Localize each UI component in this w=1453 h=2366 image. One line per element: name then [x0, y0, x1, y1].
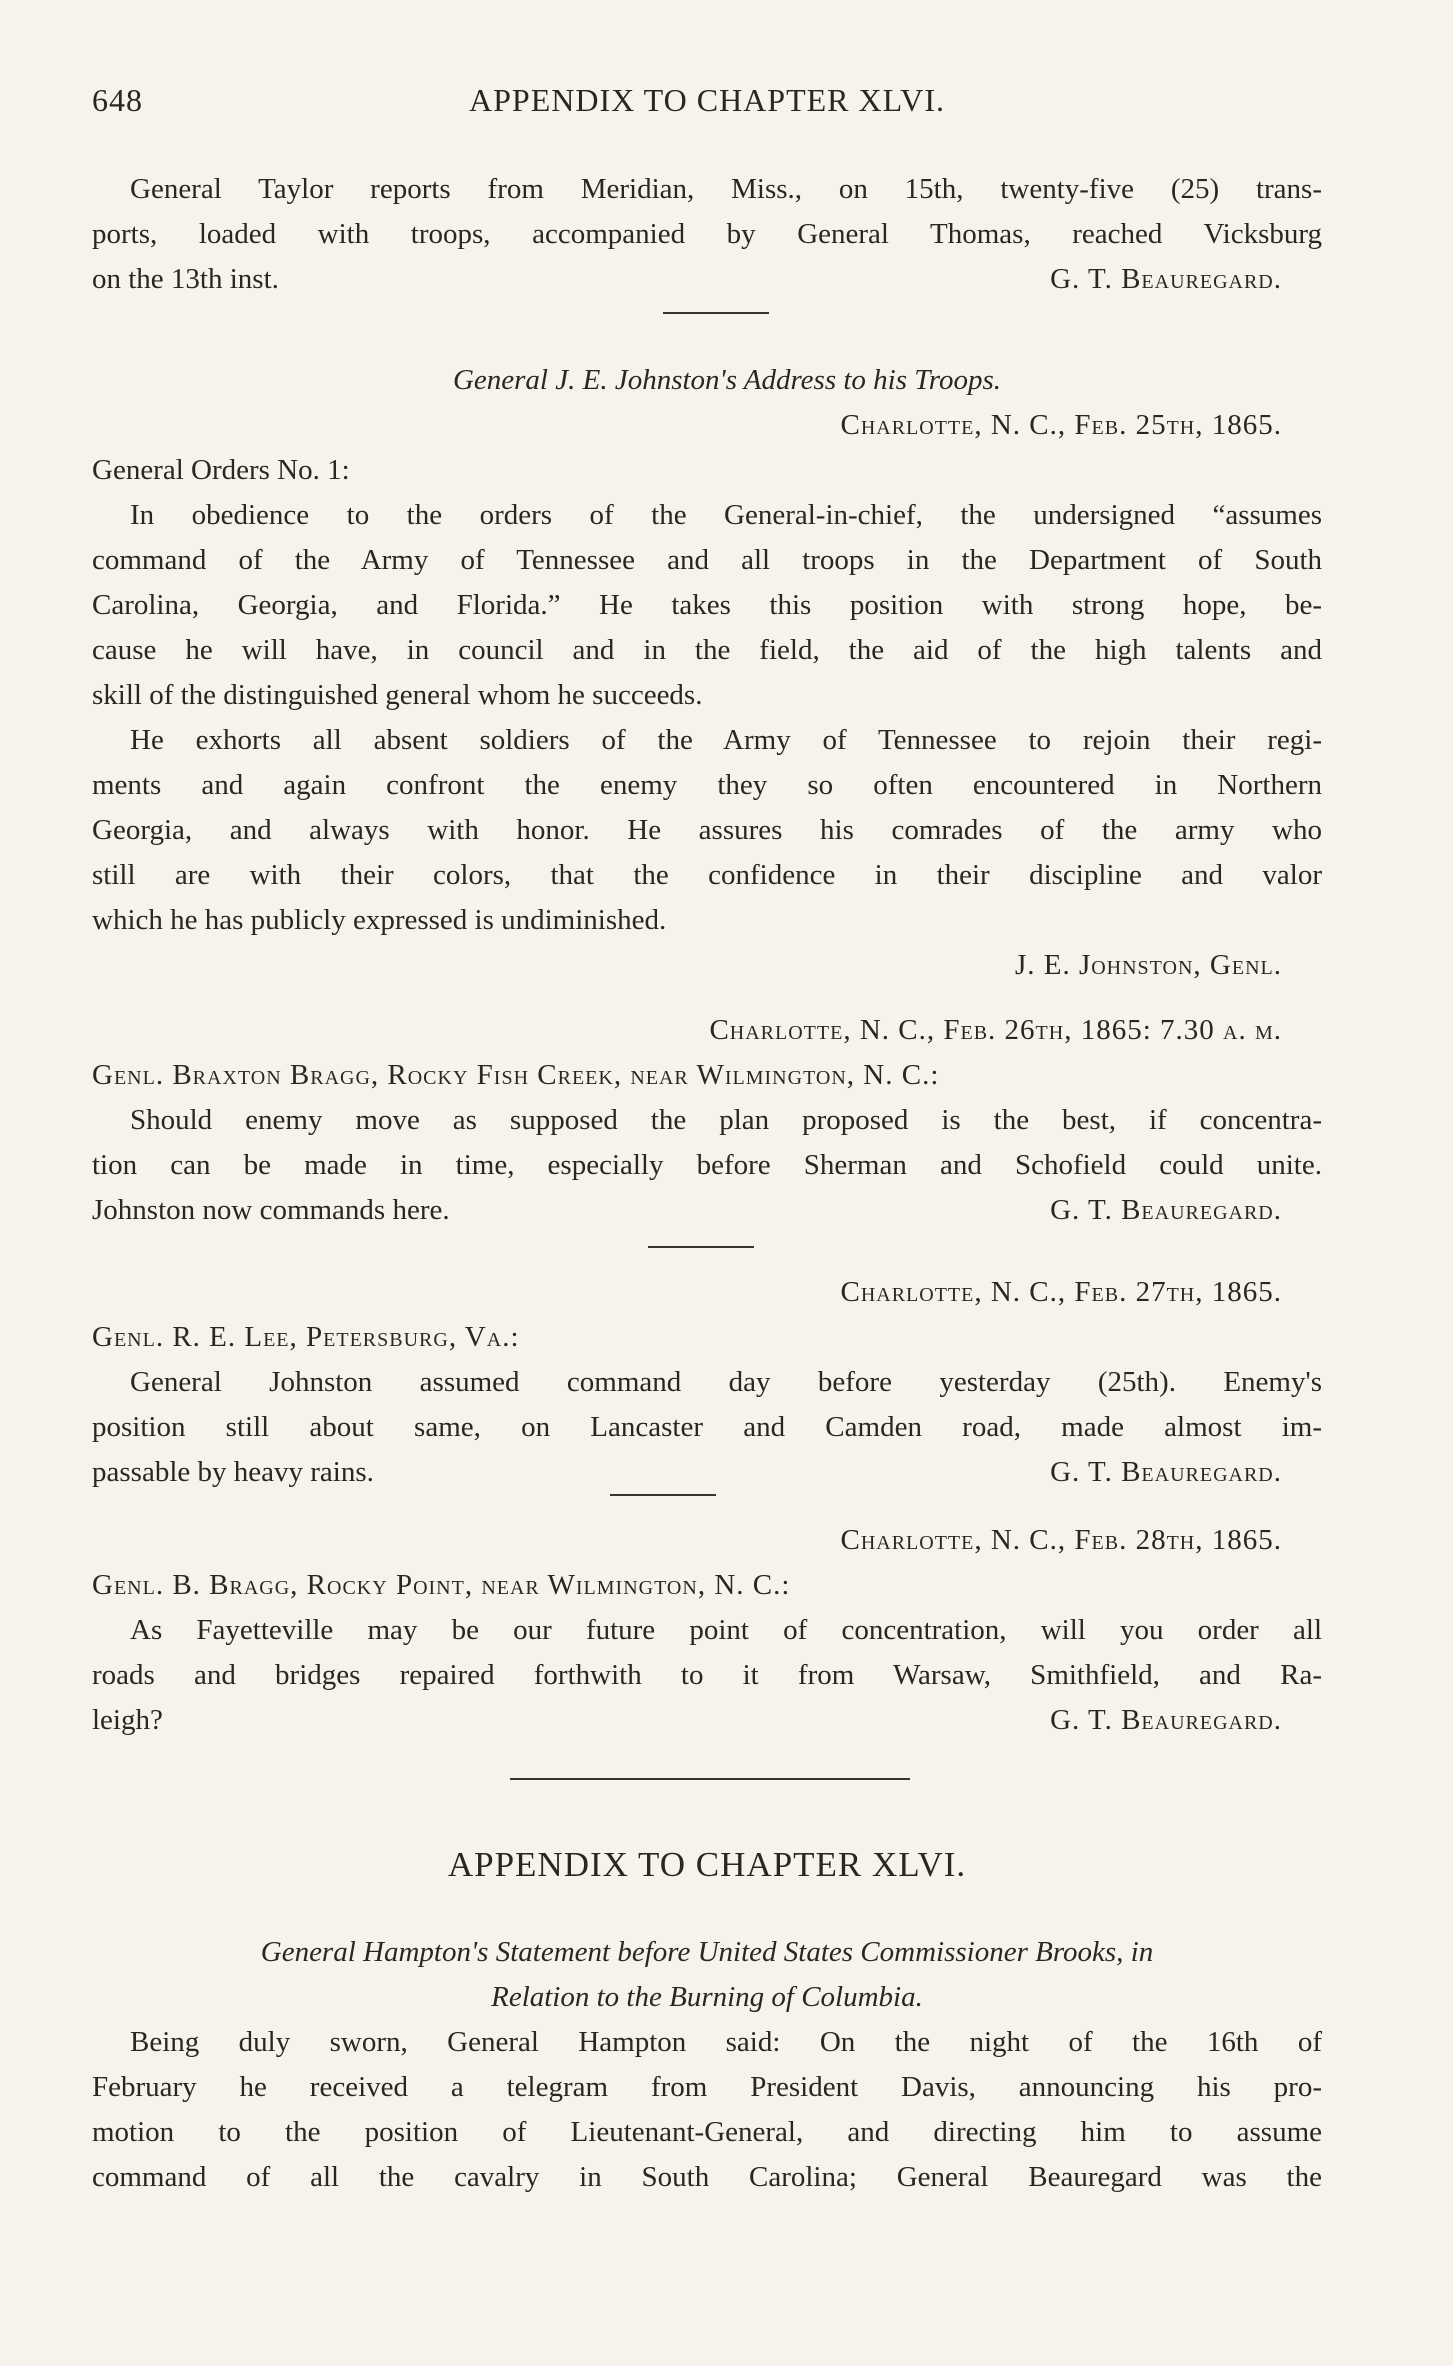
text-line-with-signature: [92, 1698, 1322, 1743]
text-line: Johnston now commands here.: [92, 1194, 450, 1226]
text-line: General Taylor reports from Meridian, Miss., on 15th, twenty-five (25) trans-: [130, 173, 1322, 205]
signature: G. T. Beauregard.: [1050, 1194, 1282, 1226]
text-line: ports, loaded with troops, accompanied by General Thomas, reached Vicksburg: [92, 218, 1322, 250]
text-line: ments and again confront the enemy they so often encountered in Northern: [92, 769, 1322, 801]
dateline: Charlotte, N. C., Feb. 28th, 1865.: [840, 1524, 1282, 1556]
text-line: which he has publicly expressed is undiminished.: [92, 904, 667, 936]
running-header: [92, 82, 1322, 132]
divider-rule: [610, 1494, 716, 1496]
orders-line: General Orders No. 1:: [92, 454, 350, 486]
text-line: roads and bridges repaired forthwith to it from Warsaw, Smithfield, and Ra-: [92, 1659, 1322, 1691]
page-number: 648: [92, 82, 143, 118]
dispatch-to-lee-feb-27: [92, 1270, 1322, 1495]
text-line-with-signature: [92, 1188, 1322, 1233]
text-line-with-signature: [92, 257, 1322, 302]
running-title: APPENDIX TO CHAPTER XLVI.: [468, 82, 945, 118]
text-line: cause he will have, in council and in the field, the aid of the high talents and: [92, 634, 1322, 666]
text-line: position still about same, on Lancaster and Camden road, made almost im-: [92, 1411, 1322, 1443]
text-line: As Fayetteville may be our future point of concentration, will you order all: [130, 1614, 1322, 1646]
text-line: General Johnston assumed command day before yesterday (25th). Enemy's: [130, 1366, 1322, 1398]
johnston-address: [92, 358, 1322, 988]
text-line: still are with their colors, that the confidence in their discipline and valor: [92, 859, 1322, 891]
text-line: command of the Army of Tennessee and all troops in the Department of South: [92, 544, 1322, 576]
appendix-subtitle: General Hampton's Statement before United States Commissioner Brooks, in: [260, 1936, 1154, 1968]
text-line: He exhorts all absent soldiers of the Army of Tennessee to rejoin their regi-: [130, 724, 1322, 756]
appendix-title: APPENDIX TO CHAPTER XLVI.: [447, 1845, 967, 1884]
signature: G. T. Beauregard.: [1050, 1704, 1282, 1736]
text-line: on the 13th inst.: [92, 263, 279, 295]
text-line: tion can be made in time, especially before Sherman and Schofield could unite.: [92, 1149, 1322, 1181]
dateline: Charlotte, N. C., Feb. 25th, 1865.: [840, 409, 1282, 441]
text-line: Should enemy move as supposed the plan proposed is the best, if concentra-: [130, 1104, 1322, 1136]
dispatch-to-bragg-feb-26: [92, 1008, 1322, 1233]
dateline: Charlotte, N. C., Feb. 26th, 1865: 7.30 a. m.: [709, 1014, 1282, 1046]
signature: G. T. Beauregard.: [1050, 263, 1282, 295]
text-line: Georgia, and always with honor. He assures his comrades of the army who: [92, 814, 1322, 846]
text-line: Being duly sworn, General Hampton said: On the night of the 16th of: [130, 2026, 1322, 2058]
text-line: skill of the distinguished general whom he succeeds.: [92, 679, 703, 711]
section-rule: [510, 1778, 910, 1780]
text-line-with-signature: [92, 1450, 1322, 1495]
text-line: In obedience to the orders of the General-in-chief, the undersigned “assumes: [130, 499, 1322, 531]
signature: G. T. Beauregard.: [1050, 1456, 1282, 1488]
text-line: Carolina, Georgia, and Florida.” He takes this position with strong hope, be-: [92, 589, 1322, 621]
text-line: motion to the position of Lieutenant-General, and directing him to assume: [92, 2116, 1322, 2148]
dispatch-to-bragg-feb-28: [92, 1518, 1322, 1743]
section-heading: General J. E. Johnston's Address to his Troops.: [452, 364, 1002, 396]
hampton-statement: [92, 1930, 1322, 2200]
text-line: leigh?: [92, 1704, 163, 1736]
address-line: Genl. R. E. Lee, Petersburg, Va.:: [92, 1321, 520, 1353]
address-line: Genl. B. Bragg, Rocky Point, near Wilmington, N. C.:: [92, 1569, 791, 1601]
dateline: Charlotte, N. C., Feb. 27th, 1865.: [840, 1276, 1282, 1308]
address-line: Genl. Braxton Bragg, Rocky Fish Creek, near Wilmington, N. C.:: [92, 1059, 940, 1091]
divider-rule: [663, 312, 769, 314]
text-line: command of all the cavalry in South Carolina; General Beauregard was the: [92, 2161, 1322, 2193]
text-line: February he received a telegram from President Davis, announcing his pro-: [92, 2071, 1322, 2103]
divider-rule: [648, 1246, 754, 1248]
appendix-subtitle: Relation to the Burning of Columbia.: [491, 1981, 923, 2013]
dispatch-taylor-report: [92, 167, 1322, 302]
text-line: passable by heavy rains.: [92, 1456, 374, 1488]
signature: J. E. Johnston, Genl.: [1014, 949, 1282, 981]
